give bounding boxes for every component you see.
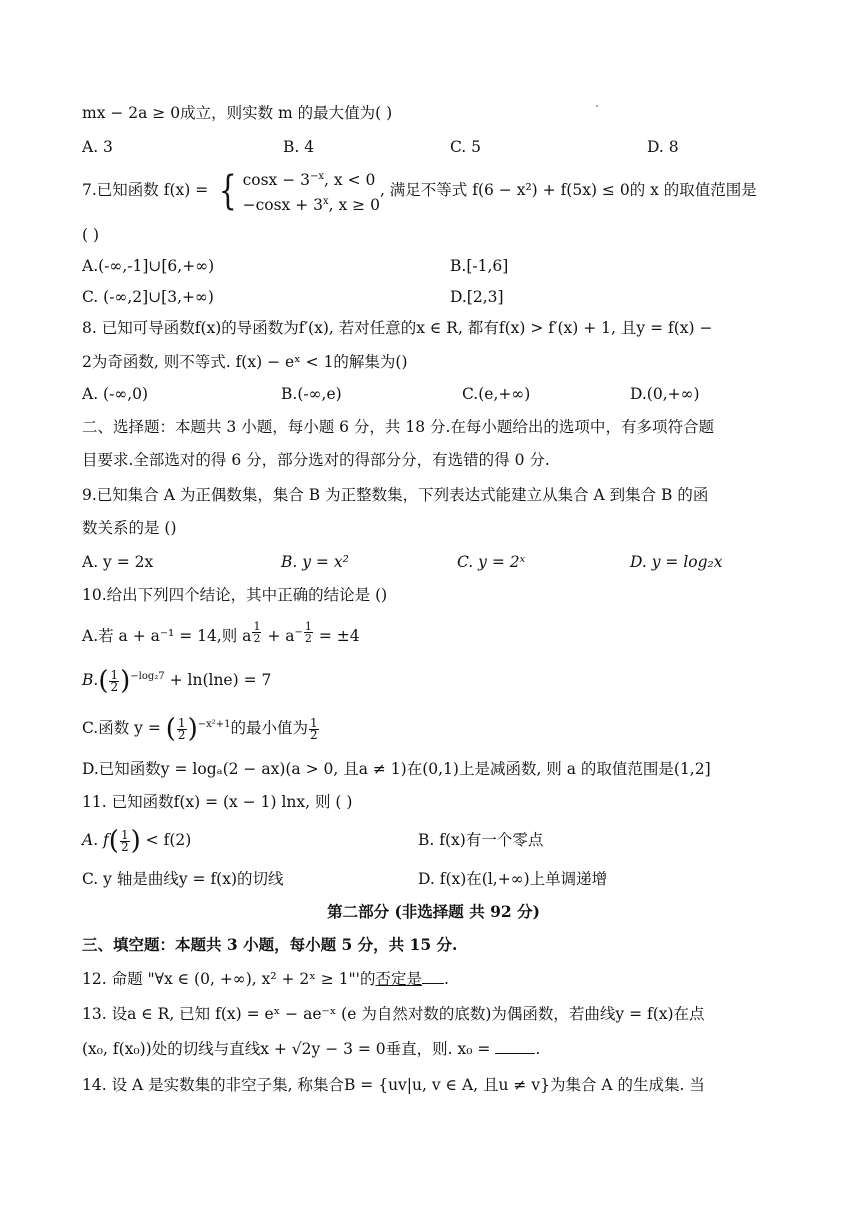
q6-tail-line: mx − 2a ≥ 0成立，则实数 m 的最大值为( ) xyxy=(82,104,393,122)
q7-stem-b: , 满足不等式 f(6 − x²) + f(5x) ≤ 0的 x 的取值范围是 xyxy=(379,181,757,200)
q11-option-c: C. y 轴是曲线y = f(x)的切线 xyxy=(82,870,284,888)
q10-c-frac: $\frac{1}{2}$ xyxy=(177,715,186,742)
q10-b-exp: −log₂7 xyxy=(130,671,165,682)
q10-a-mid: + a xyxy=(262,627,295,646)
case2-exp: x xyxy=(323,196,329,208)
q6-option-d: D. 8 xyxy=(647,138,679,156)
q14-line1: 14. 设 A 是实数集的非空子集, 称集合B = {uv|u, v ∈ A, 且u ≠ v}为集合 A 的生成集. 当 xyxy=(82,1076,705,1094)
q10-a-post: = ±4 xyxy=(313,627,360,646)
q7-option-a: A.(-∞,-1]∪[6,+∞) xyxy=(82,257,215,275)
q11-a-frac: $\frac{1}{2}$ xyxy=(120,827,129,854)
case1-cond: , x < 0 xyxy=(324,171,376,190)
q12-post: . xyxy=(443,970,449,988)
q7-option-d: D.[2,3] xyxy=(450,288,504,306)
q10-option-d: D.已知函数y = logₐ(2 − ax)(a > 0, 且a ≠ 1)在(0,1)上是减函数, 则 a 的取值范围是(1,2] xyxy=(82,760,711,778)
q8-line1: 8. 已知可导函数f(x)的导函数为f′(x), 若对任意的x ∈ R, 都有f(x) > f′(x) + 1, 且y = f(x) − xyxy=(82,319,713,337)
q8-option-d: D.(0,+∞) xyxy=(630,385,700,403)
q7-stem xyxy=(82,166,757,216)
section3-title: 三、填空题：本题共 3 小题，每小题 5 分，共 15 分. xyxy=(82,935,458,954)
q11-a-pre: A. f xyxy=(82,831,109,849)
q10-option-a: A.若 a + a⁻¹ = 14,则 a $^{\frac{1}{2}}$ + $a^{- \frac{1}{2}}$ = ±4 xyxy=(82,620,360,646)
q10-stem: 10.给出下列四个结论，其中正确的结论是 () xyxy=(82,586,388,604)
case1-exp: −x xyxy=(310,171,325,182)
q9-line2: 数关系的是 () xyxy=(82,519,177,537)
q11-option-b: B. f(x)有一个零点 xyxy=(418,831,544,849)
q6-option-b: B. 4 xyxy=(283,138,315,156)
case1-expr: cosx − 3 xyxy=(242,171,311,190)
q9-option-d: D. y = log₂x xyxy=(630,553,723,571)
q11-option-d: D. f(x)在(l,+∞)上单调递增 xyxy=(418,870,608,888)
q8-option-a: A. (-∞,0) xyxy=(82,385,149,403)
q10-b-post: + ln(lne) = 7 xyxy=(164,671,272,690)
case2-cond: , x ≥ 0 xyxy=(328,196,380,215)
q6-option-a: A. 3 xyxy=(82,138,113,156)
q9-line1: 9.已知集合 A 为正偶数集，集合 B 为正整数集，下列表达式能建立从集合 A 到集合 B 的函 xyxy=(82,486,709,504)
q10-c-exp: −x²+1 xyxy=(197,719,231,730)
q13-blank xyxy=(495,1053,535,1054)
q9-option-c: C. y = 2ˣ xyxy=(457,553,526,571)
q10-b-label: B. xyxy=(82,671,99,690)
q11-a-post: < f(2) xyxy=(140,831,192,849)
q8-line2: 2为奇函数, 则不等式. f(x) − eˣ < 1的解集为() xyxy=(82,353,408,371)
q13-line2-post: . xyxy=(535,1040,541,1058)
q10-b-frac: $\frac{1}{2}$ xyxy=(110,667,119,694)
piecewise-brace: { xyxy=(218,168,237,215)
q9-option-a: A. y = 2x xyxy=(82,553,154,571)
q10-a-pre: A.若 a + a⁻¹ = 14,则 a xyxy=(82,627,252,646)
q11-stem: 11. 已知函数f(x) = (x − 1) lnx, 则 ( ) xyxy=(82,793,353,811)
q13-line2 xyxy=(82,1039,540,1059)
q8-option-c: C.(e,+∞) xyxy=(462,385,531,403)
q12-line xyxy=(82,969,449,989)
q13-line1: 13. 设a ∈ R, 已知 f(x) = eˣ − ae⁻ˣ (e 为自然对数的底数)为偶函数，若曲线y = f(x)在点 xyxy=(82,1005,705,1023)
q10-c-pre: C.函数 y = xyxy=(82,719,166,738)
q12-pre: 12. 命题 "∀x ∈ (0, +∞), x² + 2ˣ ≥ 1"'的 xyxy=(82,970,376,988)
q8-option-b: B.(-∞,e) xyxy=(281,385,342,403)
stray-dot xyxy=(596,105,598,107)
q10-option-c: C.函数 y = ( $\frac{1}{2}$ )$^{-x^2+1}$的最小值为 $\frac{1}{2}$ xyxy=(82,714,318,745)
section2-line1: 二、选择题：本题共 3 小题，每小题 6 分，共 18 分.在每小题给出的选项中，有多项符合题 xyxy=(82,418,714,436)
q7-paren: ( ) xyxy=(82,226,100,244)
half-frac-exp: 1 2 xyxy=(253,620,261,645)
q7-option-c: C. (-∞,2]∪[3,+∞) xyxy=(82,288,214,306)
q10-option-b: B.( $\frac{1}{2}$ )$^{-log_27}$ + ln(lne) = 7 xyxy=(82,666,272,697)
q13-line2-pre: (x₀, f(x₀))处的切线与直线x + √2y − 3 = 0垂直，则. x₀ = xyxy=(82,1040,496,1058)
q7-option-b: B.[-1,6] xyxy=(450,257,509,275)
case2-expr: −cosx + 3 xyxy=(242,196,323,215)
q12-blank xyxy=(422,983,444,984)
q10-c-answer-frac: $\frac{1}{2}$ xyxy=(310,715,318,742)
q12-underlined: 否定是 xyxy=(375,970,422,988)
q7-label: 7.已知函数 xyxy=(82,181,164,200)
q11-option-a: A. f( $\frac{1}{2}$ ) < f(2) xyxy=(82,826,192,856)
neg-half-frac-exp: $\frac{1}{2}$ xyxy=(304,620,312,645)
piecewise-cases xyxy=(243,166,380,216)
q6-option-c: C. 5 xyxy=(450,138,482,156)
q7-fx: f(x) = xyxy=(163,181,214,200)
part2-title: 第二部分 (非选择题 共 92 分) xyxy=(327,902,540,921)
q10-c-post: 的最小值为 xyxy=(230,719,309,738)
q9-option-b: B. y = x² xyxy=(281,553,349,571)
section2-line2: 目要求.全部选对的得 6 分，部分选对的得部分分，有选错的得 0 分. xyxy=(82,451,550,469)
